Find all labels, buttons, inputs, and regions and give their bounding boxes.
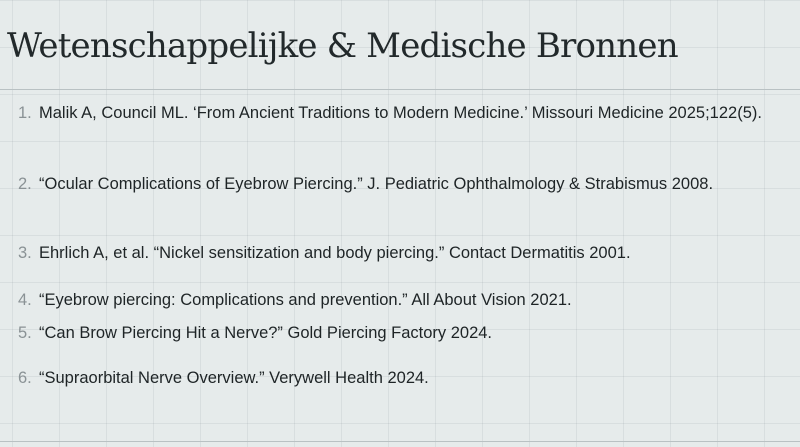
reference-text: Malik A, Council ML. ‘From Ancient Traditions to Modern Medicine.’ Missouri Medicine 2025;122(5). [39, 104, 762, 122]
reference-text: Ehrlich A, et al. “Nickel sensitization and body piercing.” Contact Dermatitis 2001. [39, 244, 631, 262]
reference-number: 5. [18, 324, 32, 342]
reference-number: 3. [18, 244, 32, 262]
reference-text: “Ocular Complications of Eyebrow Piercing.” J. Pediatric Ophthalmology & Strabismus 2008. [39, 175, 714, 193]
reference-text: “Eyebrow piercing: Complications and prevention.” All About Vision 2021. [39, 291, 572, 309]
reference-item [18, 321, 788, 345]
reference-number: 1. [18, 104, 32, 122]
reference-text: “Supraorbital Nerve Overview.” Verywell Health 2024. [39, 369, 429, 387]
reference-number: 4. [18, 291, 32, 309]
reference-item [18, 172, 788, 196]
reference-text: “Can Brow Piercing Hit a Nerve?” Gold Piercing Factory 2024. [39, 324, 493, 342]
reference-item [18, 101, 788, 125]
reference-item [18, 288, 788, 312]
page-title: Wetenschappelijke & Medische Bronnen [7, 26, 678, 66]
bottom-divider [0, 441, 800, 442]
reference-item [18, 366, 788, 390]
reference-number: 6. [18, 369, 32, 387]
title-divider [0, 89, 800, 90]
reference-item [18, 241, 788, 265]
reference-number: 2. [18, 175, 32, 193]
